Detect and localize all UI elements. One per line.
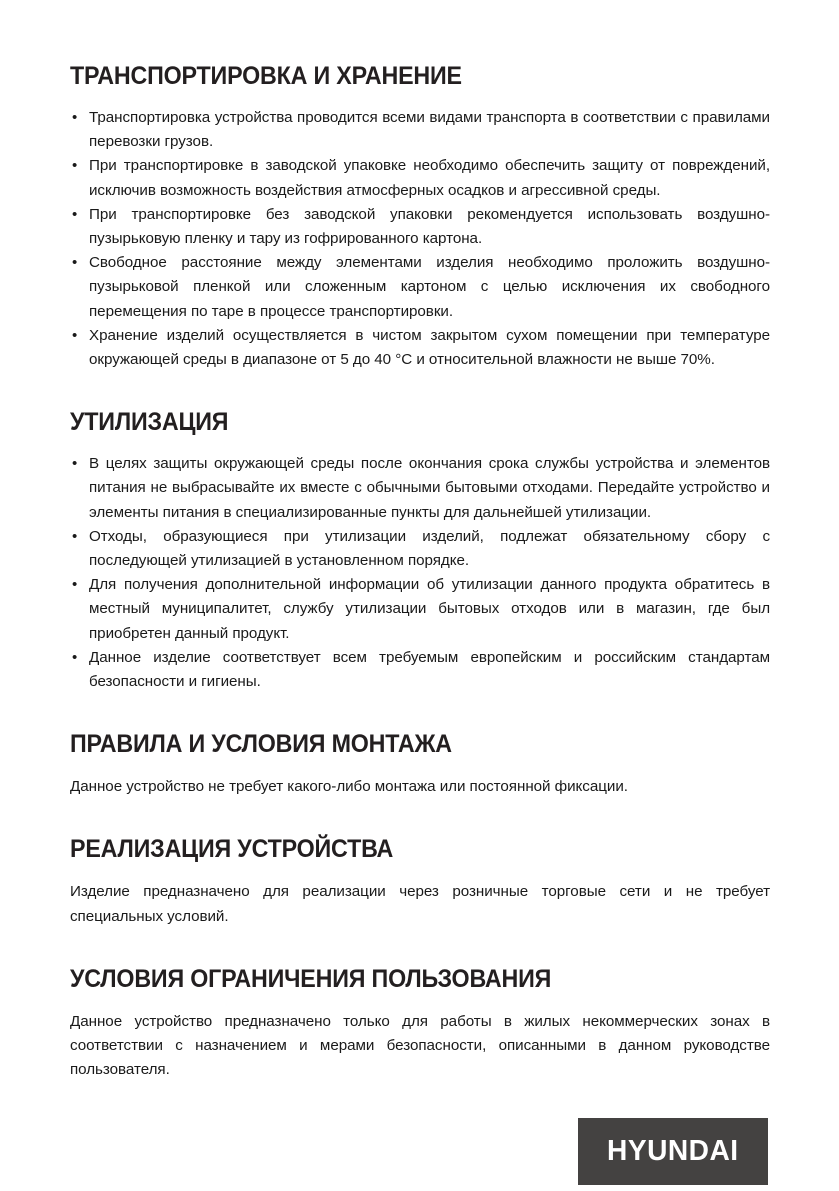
section-heading: УТИЛИЗАЦИЯ bbox=[70, 408, 229, 437]
list-item-text: • Отходы, образующиеся при утилизации изделий, подлежат обязательному сбору с последующей утилизацией в установленном порядке. bbox=[89, 527, 770, 570]
list-item-text: • Свободное расстояние между элементами изделия необходимо проложить воздушно-пузырьковой пленкой или сложенным картоном с целью исключения их свободного перемещения по таре в процессе транспортировки. bbox=[89, 254, 770, 320]
body-paragraph: Данное устройство не требует какого-либо монтажа или постоянной фиксации. bbox=[70, 778, 628, 796]
list-item-text: • Данное изделие соответствует всем требуемым европейским и российским стандартам безопасности и гигиены. bbox=[89, 648, 770, 691]
section-disposal bbox=[70, 408, 770, 694]
hyundai-logo bbox=[578, 1118, 768, 1185]
list-item bbox=[72, 106, 770, 154]
list-item-text: • В целях защиты окружающей среды после окончания срока службы устройства и элементов питания не выбрасывайте их вместе с обычными бытовыми отходами. Передайте устройство и элементы питания в специализированные пункты для дальнейшей утилизации. bbox=[89, 455, 770, 521]
section-usage-restrictions bbox=[70, 965, 770, 1083]
list-item-text: • При транспортировке без заводской упаковки рекомендуется использовать воздушно-пузырьковую пленку и тару из гофрированного картона. bbox=[89, 205, 770, 248]
section-heading: ТРАНСПОРТИРОВКА И ХРАНЕНИЕ bbox=[70, 62, 462, 90]
list-item bbox=[72, 525, 770, 573]
list-item-text: • Хранение изделий осуществляется в чистом закрытом сухом помещении при температуре окружающей среды в диапазоне от 5 до 40 °C и относительной влажности не выше 70%. bbox=[89, 326, 770, 369]
body-paragraph: Изделие предназначено для реализации через розничные торговые сети и не требует специальных условий. bbox=[70, 883, 770, 925]
section-installation-rules bbox=[70, 730, 770, 799]
list-item bbox=[72, 646, 770, 694]
section-heading: УСЛОВИЯ ОГРАНИЧЕНИЯ ПОЛЬЗОВАНИЯ bbox=[70, 964, 552, 993]
list-item bbox=[72, 251, 770, 324]
list-item bbox=[72, 452, 770, 525]
list-item bbox=[72, 203, 770, 251]
section-device-sale bbox=[70, 835, 770, 928]
bullet-list bbox=[70, 452, 770, 694]
list-item bbox=[72, 324, 770, 372]
list-item bbox=[72, 573, 770, 646]
list-item-text: • Для получения дополнительной информации об утилизации данного продукта обратитесь в местный муниципалитет, службу утилизации бытовых отходов или в магазин, где был приобретен данный продукт. bbox=[89, 576, 770, 642]
section-heading: РЕАЛИЗАЦИЯ УСТРОЙСТВА bbox=[70, 835, 394, 864]
list-item bbox=[72, 154, 770, 202]
list-item-text: • Транспортировка устройства проводится всеми видами транспорта в соответствии с правилами перевозки грузов. bbox=[89, 109, 770, 151]
hyundai-wordmark: HYUNDAI bbox=[607, 1135, 739, 1167]
list-item-text: • При транспортировке в заводской упаковке необходимо обеспечить защиту от повреждений, исключив возможность воздействия атмосферных осадков и агрессивной среды. bbox=[89, 157, 770, 199]
bullet-list bbox=[70, 106, 770, 372]
document-content bbox=[70, 62, 770, 1082]
section-heading: ПРАВИЛА И УСЛОВИЯ МОНТАЖА bbox=[70, 730, 452, 759]
section-transport-storage bbox=[70, 62, 770, 372]
body-paragraph: Данное устройство предназначено только для работы в жилых некоммерческих зонах в соответствии с назначением и мерами безопасности, описанными в данном руководстве пользователя. bbox=[70, 1012, 770, 1079]
